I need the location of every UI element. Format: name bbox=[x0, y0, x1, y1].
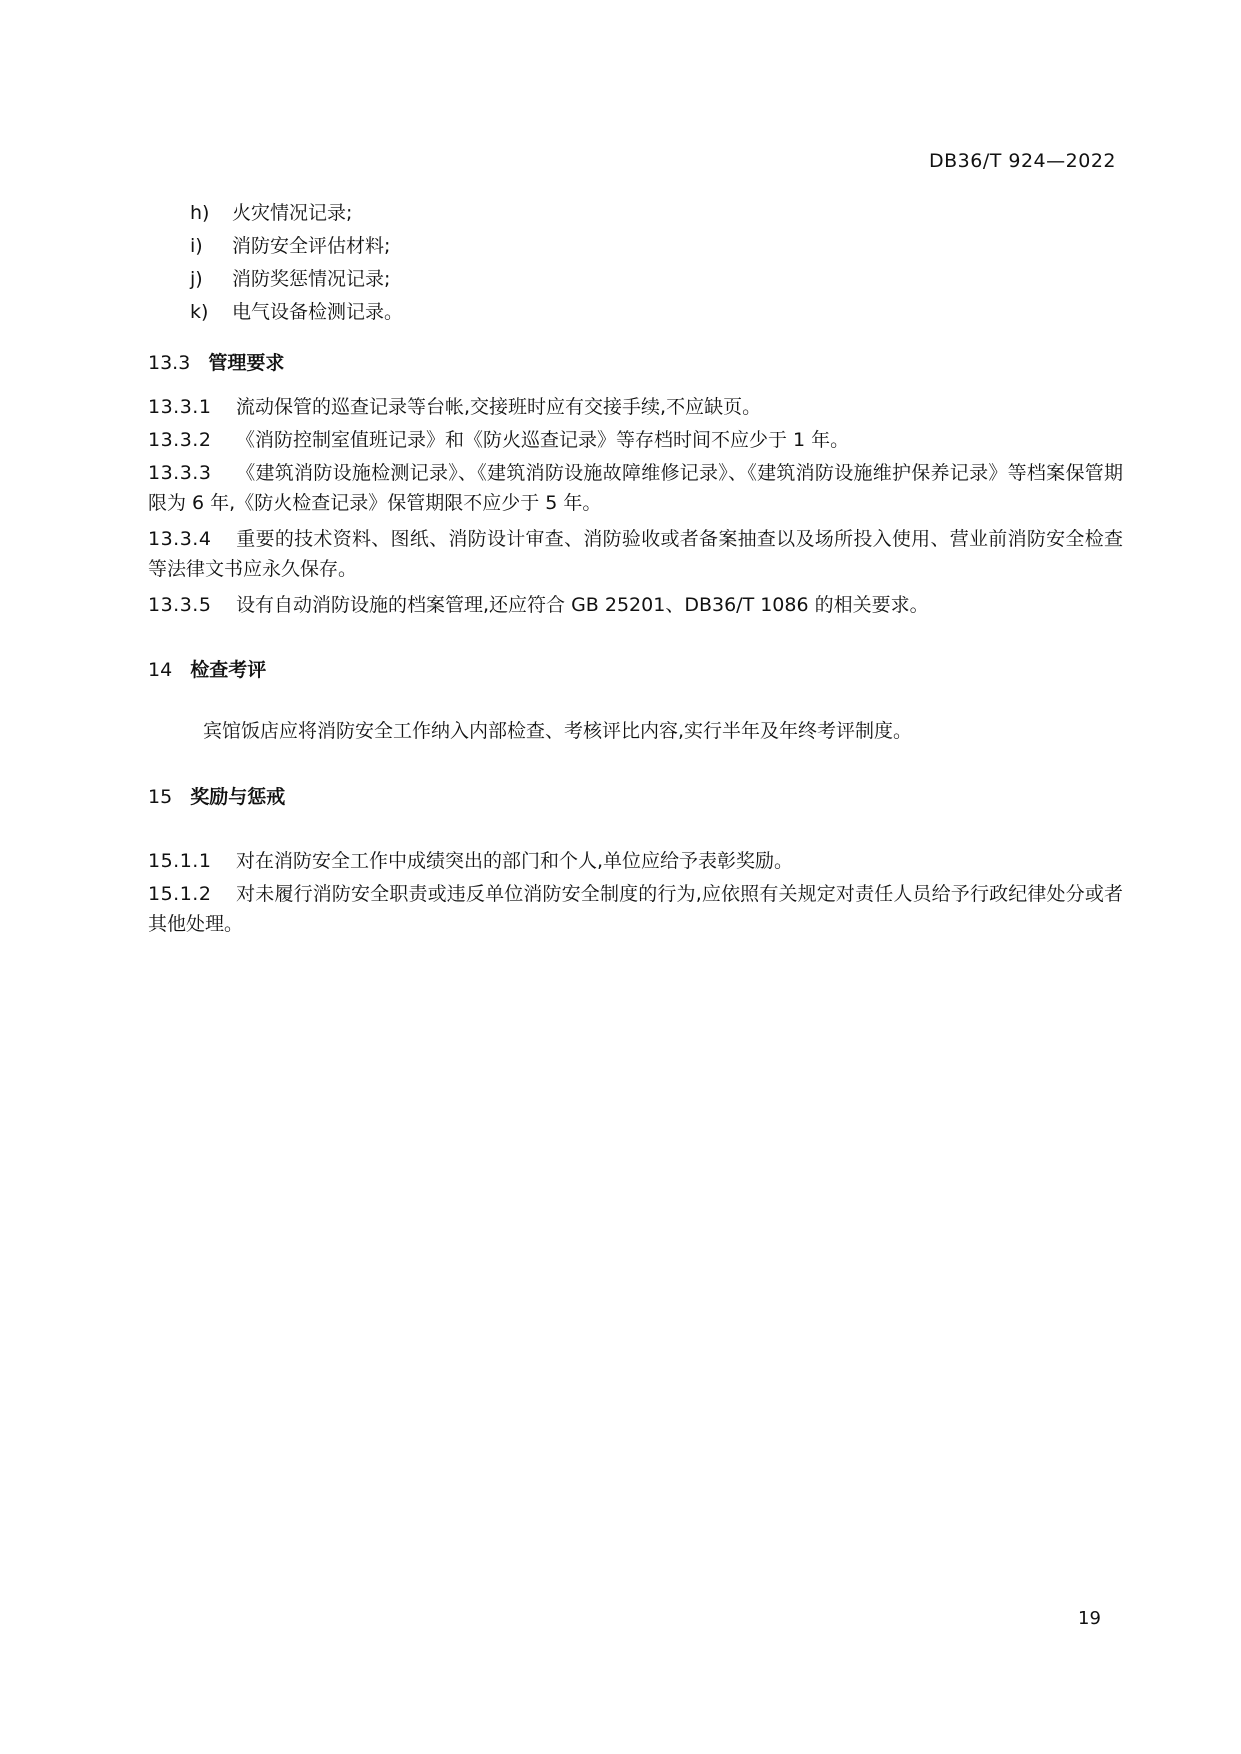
clause-text: 《建筑消防设施检测记录》、《建筑消防设施故障维修记录》、《建筑消防设施维护保养记录》等档案保管期限为 6 年,《防火检查记录》保管期限不应少于 5 年。 bbox=[148, 462, 1123, 514]
list-item bbox=[190, 264, 390, 294]
list-item bbox=[190, 198, 352, 228]
list-item-marker: h) bbox=[190, 202, 210, 224]
clause-13-3-3 bbox=[148, 458, 1123, 518]
list-item-marker: i) bbox=[190, 235, 203, 257]
clause-number: 13.3.1 bbox=[148, 396, 212, 418]
clause-number: 13.3.3 bbox=[148, 462, 212, 484]
clause-number: 13.3.5 bbox=[148, 594, 212, 616]
clause-text: 流动保管的巡查记录等台帐,交接班时应有交接手续,不应缺页。 bbox=[236, 396, 762, 418]
section-number: 14 bbox=[148, 659, 173, 681]
list-item-text: 火灾情况记录; bbox=[232, 202, 353, 224]
list-item bbox=[190, 297, 403, 327]
clause-text: 对未履行消防安全职责或违反单位消防安全制度的行为,应依照有关规定对责任人员给予行政纪律处分或者其他处理。 bbox=[148, 883, 1123, 935]
page-number: 19 bbox=[1078, 1608, 1101, 1629]
section-number: 15 bbox=[148, 786, 173, 808]
clause-15-1-2 bbox=[148, 879, 1123, 939]
list-item-marker: k) bbox=[190, 301, 209, 323]
clause-number: 15.1.1 bbox=[148, 850, 212, 872]
clause-13-3-1 bbox=[148, 392, 1123, 422]
list-item-text: 消防奖惩情况记录; bbox=[232, 268, 391, 290]
list-item-text: 消防安全评估材料; bbox=[232, 235, 391, 257]
clause-text: 对在消防安全工作中成绩突出的部门和个人,单位应给予表彰奖励。 bbox=[236, 850, 794, 872]
section-heading-15 bbox=[148, 782, 285, 809]
section-title: 奖励与惩戒 bbox=[190, 786, 286, 808]
clause-15-1-1 bbox=[148, 846, 1123, 876]
list-item-text: 电气设备检测记录。 bbox=[232, 301, 404, 323]
section-number: 13.3 bbox=[148, 352, 191, 374]
clause-text: 重要的技术资料、图纸、消防设计审查、消防验收或者备案抽查以及场所投入使用、营业前消防安全检查等法律文书应永久保存。 bbox=[148, 528, 1123, 580]
section-heading-14 bbox=[148, 655, 266, 682]
section-title: 管理要求 bbox=[208, 352, 285, 374]
list-item-marker: j) bbox=[190, 268, 203, 290]
clause-13-3-5 bbox=[148, 590, 1123, 620]
clause-number: 13.3.2 bbox=[148, 429, 212, 451]
clause-number: 13.3.4 bbox=[148, 528, 212, 550]
section-14-paragraph: 宾馆饭店应将消防安全工作纳入内部检查、考核评比内容,实行半年及年终考评制度。 bbox=[203, 720, 913, 742]
section-heading-13-3 bbox=[148, 348, 284, 375]
clause-13-3-4 bbox=[148, 524, 1123, 584]
clause-text: 《消防控制室值班记录》和《防火巡查记录》等存档时间不应少于 1 年。 bbox=[236, 429, 850, 451]
list-item bbox=[190, 231, 390, 261]
clause-13-3-2 bbox=[148, 425, 1123, 455]
document-code: DB36/T 924—2022 bbox=[928, 150, 1116, 172]
clause-text: 设有自动消防设施的档案管理,还应符合 GB 25201、DB36/T 1086 的相关要求。 bbox=[236, 594, 929, 616]
clause-number: 15.1.2 bbox=[148, 883, 212, 905]
section-title: 检查考评 bbox=[190, 659, 267, 681]
